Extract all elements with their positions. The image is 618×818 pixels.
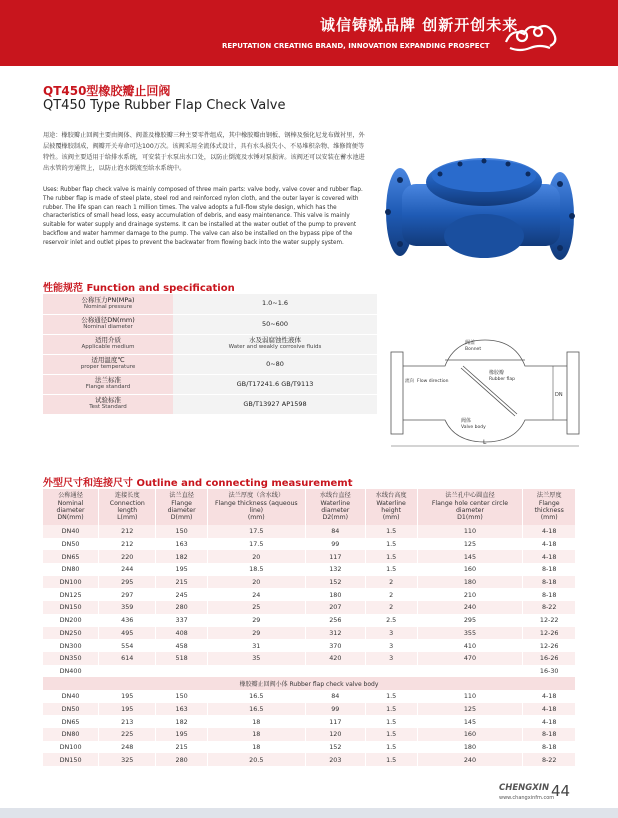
header-en: Waterline diameter [320, 499, 351, 514]
header-unit: DN(mm) [57, 514, 84, 522]
table-cell: 470 [417, 652, 523, 665]
table-cell: 295 [99, 576, 156, 589]
table-cell: 20 [207, 550, 305, 563]
spec-label-en: Nominal pressure [83, 303, 133, 310]
spec-value-cn: GB/T13927 AP1598 [243, 399, 307, 408]
table-cell: DN100 [43, 576, 99, 589]
table-cell: 8-18 [523, 588, 576, 601]
header-cn: 水线台高度 [375, 492, 407, 500]
bonnet-label-cn: 阀盖 [465, 340, 476, 346]
spec-label-cn: 公称通径DN(mm) [81, 316, 135, 324]
table-cell: 84 [305, 525, 365, 538]
table-cell: 1.5 [365, 538, 417, 551]
table-row [43, 576, 576, 589]
spec-label-cn: 适用温度℃ [91, 356, 125, 364]
table-cell: 160 [417, 563, 523, 576]
table-cell: 132 [305, 563, 365, 576]
table-cell: DN50 [43, 538, 99, 551]
table-cell: 8-22 [523, 601, 576, 614]
table-cell: 212 [99, 538, 156, 551]
spec-value-cn: GB/T17241.6 GB/T9113 [236, 379, 314, 388]
table-cell: 4-18 [523, 690, 576, 703]
header-unit: L(mm) [117, 514, 138, 522]
header-banner [0, 0, 618, 66]
table-cell: 1.5 [365, 690, 417, 703]
flap-label-cn: 橡胶瓣 [489, 370, 505, 376]
table-cell: DN40 [43, 690, 99, 703]
body-label-en: Valve body [461, 425, 486, 430]
table-cell: 458 [156, 639, 207, 652]
spec-label-en: proper temperature [80, 364, 136, 370]
table-cell: 180 [417, 741, 523, 754]
table-cell: 355 [417, 627, 523, 640]
spec-label [43, 394, 173, 414]
table-cell: 195 [99, 690, 156, 703]
table-cell: 3 [365, 639, 417, 652]
table-row [43, 538, 576, 551]
table-cell: 120 [305, 728, 365, 741]
valve-photo [380, 140, 580, 270]
table-cell: 4-18 [523, 550, 576, 563]
spec-label [43, 294, 173, 314]
table-row [43, 690, 576, 703]
table-row [43, 563, 576, 576]
spec-row [43, 334, 377, 354]
table-cell: 215 [156, 576, 207, 589]
table-cell: 163 [156, 538, 207, 551]
header-en: Nominal diameter [56, 499, 85, 514]
table-cell: 160 [417, 728, 523, 741]
table-cell: 29 [207, 627, 305, 640]
outline-column-header [207, 489, 305, 525]
table-cell: 280 [156, 601, 207, 614]
table-cell: 29 [207, 614, 305, 627]
table-cell: 207 [305, 601, 365, 614]
outline-column-header [417, 489, 523, 525]
table-cell: 8-18 [523, 576, 576, 589]
table-cell: 182 [156, 715, 207, 728]
table-cell: DN80 [43, 728, 99, 741]
table-cell: 359 [99, 601, 156, 614]
footer-band [0, 808, 618, 818]
table-cell: 18 [207, 728, 305, 741]
table-cell: 1.5 [365, 703, 417, 716]
table-cell: 16-26 [523, 652, 576, 665]
table-cell: 256 [305, 614, 365, 627]
slogan-en: REPUTATION CREATING BRAND, INNOVATION EXPANDING PROSPECT [222, 42, 490, 50]
footer-brand: CHENGXIN [499, 783, 550, 793]
table-cell: 4-18 [523, 525, 576, 538]
table-cell: 2 [365, 576, 417, 589]
product-description-en: Uses: Rubber flap check valve is mainly composed of three main parts: valve body, valve cover and rubber flap. The rubber flap is made of steel plate, steel rod and reinforced nylon cloth, and the outer layer is covered with rubber. The life span can reach 1 million times. The valve adopts a full-flow style design, which has the characteristics of small head loss, easy accumulation of debris, and easy maintenance. This valve is mainly suitable for water supply and drainage systems. It can be installed at the water outlet of the pump to prevent backflow and water hammer damage to the pump. The valve can also be installed on the bypass pipe of the reservoir inlet and outlet pipes to prevent the backwater from flowing back into the water supply system. [43, 187, 363, 246]
outline-section-title: 外型尺寸和连接尺寸 Outline and connecting measurememt [43, 478, 353, 489]
table-cell: 3 [365, 652, 417, 665]
header-unit: D(mm) [170, 514, 193, 522]
page-number: 44 [551, 782, 571, 800]
flow-label-cn: 流向 [405, 379, 414, 384]
table-cell: 150 [156, 690, 207, 703]
spec-row [43, 354, 377, 374]
table-cell: 180 [417, 576, 523, 589]
spec-value [173, 334, 377, 354]
outline-column-header [365, 489, 417, 525]
spec-table [43, 294, 377, 415]
table-row [43, 627, 576, 640]
table-cell: 8-18 [523, 563, 576, 576]
table-cell [417, 665, 523, 678]
table-cell: 1.5 [365, 741, 417, 754]
table-cell: 145 [417, 715, 523, 728]
outline-column-header [156, 489, 207, 525]
table-cell: 145 [417, 550, 523, 563]
table-cell: 16.5 [207, 703, 305, 716]
table-cell [156, 665, 207, 678]
table-cell: 12-26 [523, 639, 576, 652]
outline-table [43, 489, 576, 766]
spec-label-en: Flange standard [85, 384, 131, 390]
table-cell: 31 [207, 639, 305, 652]
table-cell: 18 [207, 715, 305, 728]
spec-value-en: Water and weakly corrosive fluids [228, 344, 322, 350]
spec-row [43, 294, 377, 314]
table-cell: 408 [156, 627, 207, 640]
table-cell: 2 [365, 588, 417, 601]
spec-value [173, 314, 377, 334]
table-cell: 248 [99, 741, 156, 754]
table-cell: 125 [417, 703, 523, 716]
spec-section-title: 性能规范 Function and specification [43, 283, 235, 294]
table-cell: 215 [156, 741, 207, 754]
table-cell: 420 [305, 652, 365, 665]
table-cell: 20 [207, 576, 305, 589]
spec-label [43, 334, 173, 354]
table-cell: 210 [417, 588, 523, 601]
table-row [43, 665, 576, 678]
header-cn: 公称通径 [58, 492, 83, 500]
outline-column-header [305, 489, 365, 525]
header-en: Flange thickness [534, 499, 564, 514]
table-cell: DN250 [43, 627, 99, 640]
spec-value-cn: 水及弱腐蚀性液体 [249, 336, 301, 344]
table-cell: DN50 [43, 703, 99, 716]
table-cell: 35 [207, 652, 305, 665]
table-row [43, 728, 576, 741]
header-unit: (mm) [247, 514, 265, 522]
outline-column-header [99, 489, 156, 525]
table-cell [207, 665, 305, 678]
table-cell: 244 [99, 563, 156, 576]
outline-column-header [43, 489, 99, 525]
spec-label-cn: 适用介质 [95, 336, 121, 344]
subsection-row [43, 677, 576, 690]
table-cell: 17.5 [207, 538, 305, 551]
header-en: Connection length [109, 499, 145, 514]
table-cell: 1.5 [365, 563, 417, 576]
table-row [43, 550, 576, 563]
table-cell: 325 [99, 753, 156, 766]
footer-url: www.changxinfm.com [499, 795, 555, 801]
spec-label [43, 354, 173, 374]
spec-value-cn: 1.0~1.6 [261, 299, 289, 308]
valve-section-drawing [385, 330, 585, 450]
table-cell: 240 [417, 601, 523, 614]
header-cn: 法兰厚度 [536, 492, 562, 500]
flow-label-en: Flow direction [417, 379, 449, 384]
table-cell: 8-22 [523, 753, 576, 766]
spec-label-en: Test Standard [89, 404, 127, 410]
table-cell: 295 [417, 614, 523, 627]
flap-label-en: Rubber flap [489, 377, 515, 382]
table-cell: 20.5 [207, 753, 305, 766]
spec-row [43, 394, 377, 414]
table-cell: 12-26 [523, 627, 576, 640]
table-cell: DN200 [43, 614, 99, 627]
table-cell: 110 [417, 525, 523, 538]
table-cell: 110 [417, 690, 523, 703]
table-row [43, 703, 576, 716]
spec-row [43, 314, 377, 334]
table-cell: 4-18 [523, 538, 576, 551]
dim-dn-label: DN [555, 392, 563, 398]
table-cell: 152 [305, 576, 365, 589]
spec-label-cn: 试验标准 [95, 396, 121, 404]
table-cell: DN400 [43, 665, 99, 678]
table-cell: DN125 [43, 588, 99, 601]
table-row [43, 614, 576, 627]
header-en: Flange thickness (aqueous line) [214, 499, 298, 514]
table-cell: 212 [99, 525, 156, 538]
header-cn: 连接长度 [114, 492, 140, 500]
table-cell: 2.5 [365, 614, 417, 627]
table-cell: 99 [305, 538, 365, 551]
table-cell: 195 [99, 703, 156, 716]
table-row [43, 525, 576, 538]
table-cell: 1.5 [365, 728, 417, 741]
product-title-en: QT450 Type Rubber Flap Check Valve [43, 98, 286, 113]
header-en: Flange diameter [167, 499, 196, 514]
table-cell: 337 [156, 614, 207, 627]
table-cell: 18 [207, 741, 305, 754]
table-cell: DN300 [43, 639, 99, 652]
table-cell: 225 [99, 728, 156, 741]
table-cell: DN150 [43, 753, 99, 766]
table-cell: 312 [305, 627, 365, 640]
subsection-title: 橡胶瓣止回阀小体 Rubber flap check valve body [43, 677, 576, 690]
table-cell: 163 [156, 703, 207, 716]
spec-row [43, 374, 377, 394]
spec-label-cn: 公称压力PN(MPa) [81, 295, 135, 304]
table-cell: 370 [305, 639, 365, 652]
table-cell: DN65 [43, 550, 99, 563]
table-cell: 25 [207, 601, 305, 614]
table-cell: 1.5 [365, 550, 417, 563]
table-row [43, 715, 576, 728]
table-cell: 3 [365, 627, 417, 640]
outline-column-header [523, 489, 576, 525]
table-cell: DN80 [43, 563, 99, 576]
header-cn: 水线台直径 [319, 492, 351, 500]
product-title-cn: QT450型橡胶瓣止回阀 [43, 84, 171, 98]
table-cell: 125 [417, 538, 523, 551]
bonnet-label-en: Bonnet [465, 347, 482, 352]
spec-label [43, 314, 173, 334]
spec-value [173, 354, 377, 374]
table-cell: DN65 [43, 715, 99, 728]
table-cell: 180 [305, 588, 365, 601]
body-label-cn: 阀体 [461, 418, 472, 424]
table-cell: 99 [305, 703, 365, 716]
table-row [43, 601, 576, 614]
spec-label-en: Nominal diameter [83, 324, 133, 330]
table-cell: 150 [156, 525, 207, 538]
spec-label-cn: 法兰标准 [95, 376, 121, 384]
product-description-cn: 用途：橡胶瓣止回阀主要由阀体、阀盖及橡胶瓣三种主要零件组成，其中橡胶瓣由钢板、钢棒及强化尼龙布做衬里，外层披覆橡胶制成，阀瓣开关寿命可达100万次。该阀采用全流体式设计，具有水头损失小、不易堆积杂物、维修简便等特性。该阀主要适用于给排水系统，可安装于水泵出水口处，以防止倒流及水锤对泵损害。该阀还可以安装在蓄水池进出水管的旁通管上，以防止泡水倒流至给水系统中。 [43, 132, 365, 172]
header-cn: 法兰直径 [169, 492, 194, 500]
dim-l-label: L [483, 439, 487, 446]
table-cell: 436 [99, 614, 156, 627]
spec-value [173, 294, 377, 314]
table-cell: 4-18 [523, 715, 576, 728]
table-cell: 280 [156, 753, 207, 766]
spec-value [173, 394, 377, 414]
table-cell: 117 [305, 550, 365, 563]
table-cell: 1.5 [365, 753, 417, 766]
header-unit: D2(mm) [322, 514, 349, 522]
spec-value-cn: 0~80 [266, 359, 284, 368]
table-cell [99, 665, 156, 678]
auspicious-cloud-icon [502, 14, 558, 54]
header-en: Waterline height [376, 499, 406, 514]
table-cell: 117 [305, 715, 365, 728]
table-cell: 8-18 [523, 728, 576, 741]
table-cell: 495 [99, 627, 156, 640]
table-cell: 297 [99, 588, 156, 601]
table-cell: 8-18 [523, 741, 576, 754]
table-cell: 182 [156, 550, 207, 563]
table-row [43, 639, 576, 652]
table-cell: 1.5 [365, 525, 417, 538]
table-cell: 203 [305, 753, 365, 766]
slogan-cn: 诚信铸就品牌 创新开创未来 [320, 16, 519, 34]
table-cell: 245 [156, 588, 207, 601]
table-cell: 152 [305, 741, 365, 754]
table-cell: DN150 [43, 601, 99, 614]
table-cell: 2 [365, 601, 417, 614]
table-cell: 410 [417, 639, 523, 652]
table-row [43, 753, 576, 766]
header-cn: 法兰孔中心圆直径 [445, 492, 495, 500]
table-cell: 195 [156, 728, 207, 741]
table-cell: 195 [156, 563, 207, 576]
header-unit: D1(mm) [457, 514, 483, 522]
header-en: Flange hole center circle diameter [431, 499, 509, 514]
header-unit: (mm) [382, 514, 400, 522]
spec-label [43, 374, 173, 394]
spec-label-en: Applicable medium [81, 344, 135, 350]
table-cell: 18.5 [207, 563, 305, 576]
header-unit: (mm) [540, 514, 558, 522]
table-cell: 614 [99, 652, 156, 665]
table-cell: 240 [417, 753, 523, 766]
table-cell: 1.5 [365, 715, 417, 728]
table-cell: 24 [207, 588, 305, 601]
header-cn: 法兰厚度（含水线） [228, 492, 285, 500]
table-cell: DN40 [43, 525, 99, 538]
table-cell: 518 [156, 652, 207, 665]
table-cell: DN350 [43, 652, 99, 665]
table-row [43, 588, 576, 601]
table-cell: 84 [305, 690, 365, 703]
table-cell [305, 665, 365, 678]
table-cell: 213 [99, 715, 156, 728]
table-cell: 12-22 [523, 614, 576, 627]
table-cell: 554 [99, 639, 156, 652]
table-cell: DN100 [43, 741, 99, 754]
table-row [43, 652, 576, 665]
table-cell: 17.5 [207, 525, 305, 538]
spec-value-cn: 50~600 [261, 319, 289, 328]
table-cell: 16.5 [207, 690, 305, 703]
table-cell: 4-18 [523, 703, 576, 716]
table-cell [365, 665, 417, 678]
table-cell: 220 [99, 550, 156, 563]
table-row [43, 741, 576, 754]
spec-value [173, 374, 377, 394]
table-cell: 16-30 [523, 665, 576, 678]
